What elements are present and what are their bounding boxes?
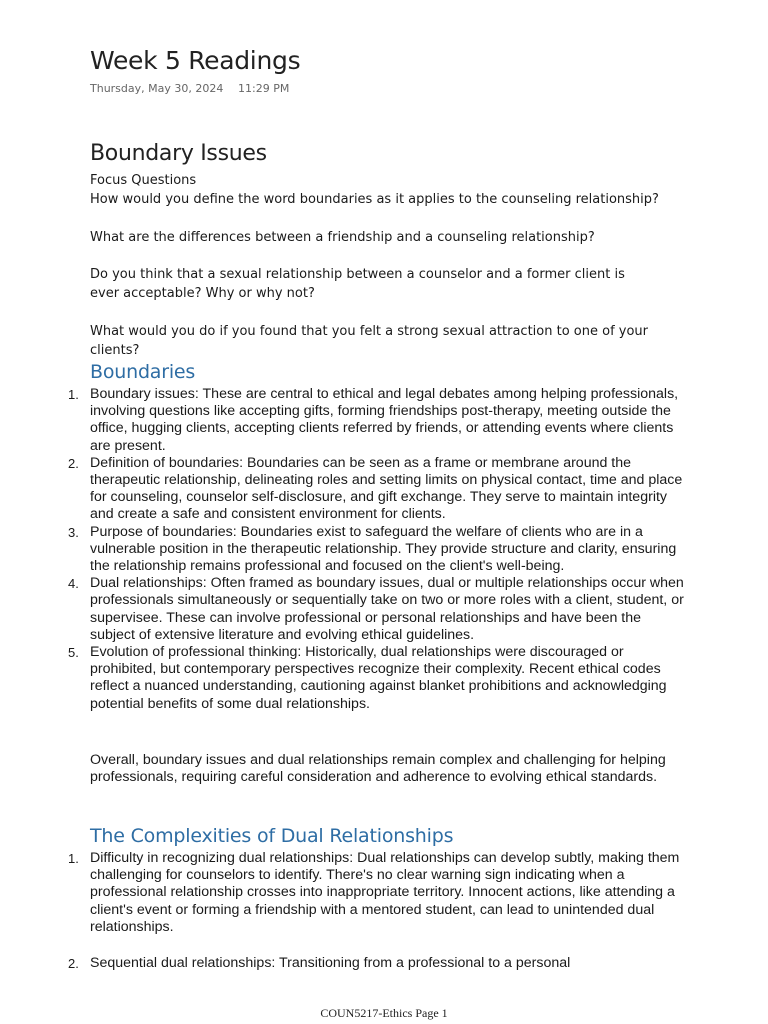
list-item (68, 850, 685, 936)
list-number: 4. (68, 576, 79, 592)
list-number: 1. (68, 851, 79, 866)
list-text: Purpose of boundaries: Boundaries exist to safeguard the welfare of clients who are in a vulnerable position in the therapeutic relationship. They provide structure and clarity, ensuring the relationship remains professional and focused on the client's well-being. (90, 523, 677, 575)
list-number: 5. (68, 645, 79, 661)
boundaries-heading: Boundaries (90, 361, 196, 383)
list-text: Definition of boundaries: Boundaries can be seen as a frame or membrane around the therapeutic relationship, delineating roles and setting limits on physical contact, time and place for counseling, counselor self-disclosure, and gift exchange. They serve to maintain integrity and create a safe and consistent environment for clients. (90, 454, 683, 523)
list-text: Dual relationships: Often framed as boundary issues, dual or multiple relationships occur when professionals simultaneously or sequentially take on two or more roles with a client, student, or supervisee. These can involve professional or personal relationships and have been the subject of extensive literature and evolving ethical guidelines. (90, 575, 684, 643)
page-title: Week 5 Readings (90, 46, 301, 75)
list-number: 2. (68, 956, 79, 972)
page-date: Thursday, May 30, 2024 (90, 82, 224, 95)
focus-question: Do you think that a sexual relationship between a counselor and a former client is ever acceptable? Why or why not? (90, 267, 625, 301)
list-item (68, 523, 685, 576)
list-number: 3. (68, 524, 79, 540)
focus-question: What would you do if you found that you felt a strong sexual attraction to one of your clients? (90, 324, 649, 358)
list-item (68, 575, 685, 644)
list-item (68, 955, 685, 972)
list-item (68, 454, 685, 524)
list-text: Sequential dual relationships: Transitioning from a professional to a personal (90, 955, 571, 972)
complexities-list (68, 850, 685, 972)
page-footer: COUN5217-Ethics Page 1 (320, 1006, 448, 1020)
list-number: 2. (68, 455, 79, 471)
page-time: 11:29 PM (238, 82, 290, 95)
focus-question: How would you define the word boundaries as it applies to the counseling relationship? (90, 192, 659, 207)
focus-question: What are the differences between a friendship and a counseling relationship? (90, 230, 595, 245)
focus-label: Focus Questions (90, 173, 197, 188)
list-item (68, 644, 685, 713)
boundaries-list (68, 386, 685, 713)
list-text: Evolution of professional thinking: Historically, dual relationships were discouraged or prohibited, but contemporary perspectives recognize their complexity. Recent ethical codes reflect a nuanced understanding, cautioning against blanket prohibitions and acknowledging potential benefits of some dual relationships. (90, 644, 667, 712)
list-number: 1. (68, 387, 79, 402)
list-text: Boundary issues: These are central to ethical and legal debates among helping professionals, involving questions like accepting gifts, forming friendships post-therapy, meeting outside the office, hugging clients, accepting clients referred by friends, or attending events where clients are present. (90, 386, 679, 454)
boundaries-summary: Overall, boundary issues and dual relationships remain complex and challenging for helping professionals, requiring careful consideration and adherence to evolving ethical standards. (90, 752, 666, 786)
complexities-heading: The Complexities of Dual Relationships (90, 825, 454, 847)
list-item (68, 386, 685, 455)
section-title: Boundary Issues (90, 141, 267, 166)
list-text: Difficulty in recognizing dual relationships: Dual relationships can develop subtly, making them challenging for counselors to identify. There's no clear warning sign indicating when a professional relationship crosses into inappropriate territory. Innocent actions, like attending a client's event or forming a friendship with a mentored student, can lead to unintended dual relationships. (90, 850, 680, 935)
